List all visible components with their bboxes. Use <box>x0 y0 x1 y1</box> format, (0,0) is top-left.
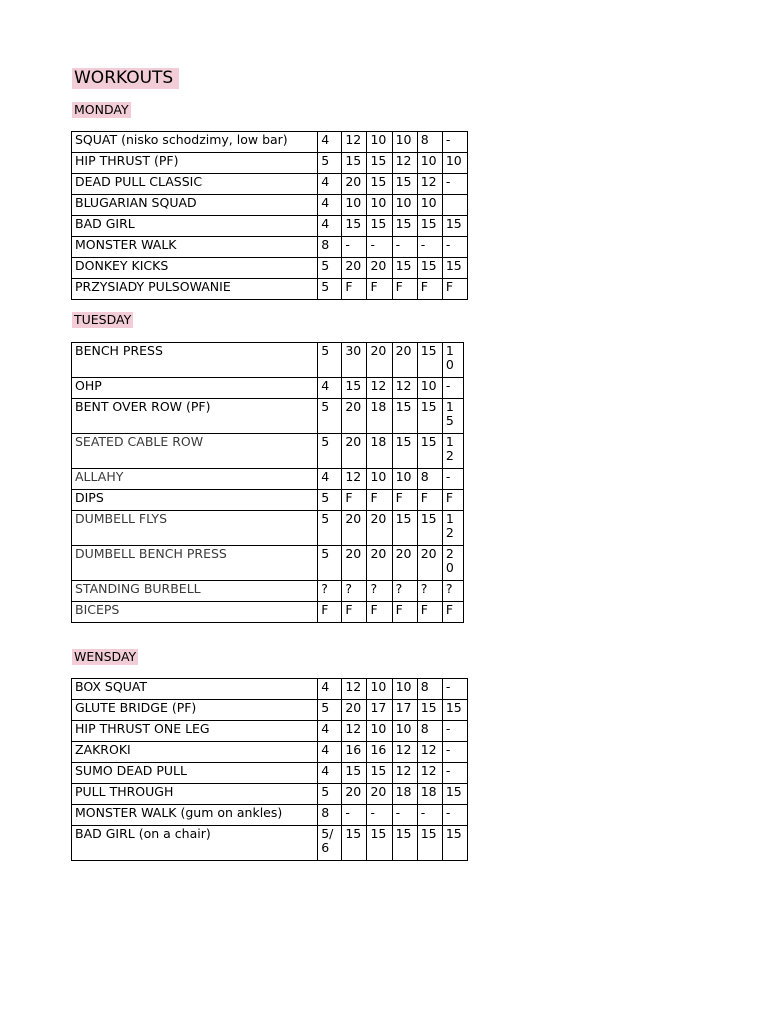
exercise-name: BOX SQUAT <box>72 679 318 700</box>
reps-cell: 17 <box>367 700 392 721</box>
reps-cell: 15 <box>417 258 442 279</box>
reps-cell: 20 <box>367 343 392 378</box>
day-heading-tuesday: TUESDAY <box>74 312 132 327</box>
reps-cell: - <box>442 378 463 399</box>
table-row <box>72 132 468 153</box>
reps-cell: - <box>417 237 442 258</box>
reps-cell: 17 <box>392 700 417 721</box>
sets-cell: 5 <box>318 546 342 581</box>
workout-table-wensday <box>71 678 468 861</box>
table-row <box>72 784 468 805</box>
reps-cell: 15 <box>442 784 467 805</box>
page-title: WORKOUTS <box>72 68 179 89</box>
workout-table-monday <box>71 131 468 300</box>
reps-cell: 15 <box>392 174 417 195</box>
sets-cell: F <box>318 602 342 623</box>
exercise-name: OHP <box>72 378 318 399</box>
reps-cell: 20 <box>342 434 367 469</box>
table-row <box>72 679 468 700</box>
reps-cell: 10 <box>417 378 442 399</box>
reps-cell: 10 <box>417 153 442 174</box>
sets-cell: 4 <box>318 742 342 763</box>
reps-cell: 12 <box>417 174 442 195</box>
reps-cell: 15 <box>417 399 442 434</box>
table-row <box>72 153 468 174</box>
reps-cell: 15 <box>367 763 392 784</box>
reps-cell: 12 <box>342 469 367 490</box>
reps-cell: 15 <box>367 216 392 237</box>
tuesday-rows <box>72 343 464 623</box>
reps-cell: 15 <box>367 153 392 174</box>
day-heading-monday: MONDAY <box>74 102 129 117</box>
sets-cell: 5 <box>318 784 342 805</box>
reps-cell: 15 <box>342 378 367 399</box>
reps-cell: - <box>417 805 442 826</box>
sets-cell: 4 <box>318 174 342 195</box>
reps-cell: 10 <box>392 195 417 216</box>
reps-cell: ? <box>442 581 463 602</box>
table-row <box>72 216 468 237</box>
sets-cell: 4 <box>318 216 342 237</box>
reps-cell: 10 <box>367 195 392 216</box>
reps-cell: - <box>442 763 467 784</box>
reps-cell: 10 <box>442 343 463 378</box>
reps-cell: - <box>442 174 467 195</box>
reps-cell: 15 <box>392 826 417 861</box>
reps-cell: F <box>417 490 442 511</box>
reps-cell: F <box>342 602 367 623</box>
exercise-name: BLUGARIAN SQUAD <box>72 195 318 216</box>
reps-cell: 15 <box>442 258 467 279</box>
reps-cell: 20 <box>417 546 442 581</box>
reps-cell: 20 <box>367 511 392 546</box>
sets-cell: 5 <box>318 511 342 546</box>
exercise-name: BICEPS <box>72 602 318 623</box>
reps-cell: 15 <box>417 826 442 861</box>
reps-cell: 30 <box>342 343 367 378</box>
reps-cell: 18 <box>417 784 442 805</box>
sets-cell: ? <box>318 581 342 602</box>
reps-cell: 15 <box>392 434 417 469</box>
reps-cell: 12 <box>417 763 442 784</box>
reps-cell: 10 <box>417 195 442 216</box>
workout-table-tuesday <box>71 342 464 623</box>
reps-cell: ? <box>392 581 417 602</box>
reps-cell: 15 <box>342 153 367 174</box>
reps-cell <box>442 195 467 216</box>
exercise-name: PULL THROUGH <box>72 784 318 805</box>
reps-cell: 15 <box>442 399 463 434</box>
exercise-name: DUMBELL FLYS <box>72 511 318 546</box>
reps-cell: F <box>392 602 417 623</box>
table-row <box>72 511 464 546</box>
sets-cell: 5/6 <box>318 826 342 861</box>
reps-cell: - <box>442 721 467 742</box>
exercise-name: SEATED CABLE ROW <box>72 434 318 469</box>
exercise-name: MONSTER WALK (gum on ankles) <box>72 805 318 826</box>
reps-cell: 15 <box>367 826 392 861</box>
reps-cell: F <box>342 490 367 511</box>
reps-cell: 15 <box>342 216 367 237</box>
table-row <box>72 602 464 623</box>
reps-cell: 10 <box>367 721 392 742</box>
sets-cell: 5 <box>318 279 342 300</box>
sets-cell: 5 <box>318 258 342 279</box>
reps-cell: 15 <box>417 343 442 378</box>
table-row <box>72 434 464 469</box>
reps-cell: - <box>442 679 467 700</box>
sets-cell: 8 <box>318 237 342 258</box>
reps-cell: 10 <box>367 469 392 490</box>
table-row <box>72 237 468 258</box>
sets-cell: 4 <box>318 721 342 742</box>
sets-cell: 5 <box>318 700 342 721</box>
table-row <box>72 378 464 399</box>
reps-cell: 8 <box>417 679 442 700</box>
reps-cell: 12 <box>442 434 463 469</box>
reps-cell: 8 <box>417 132 442 153</box>
exercise-name: DUMBELL BENCH PRESS <box>72 546 318 581</box>
reps-cell: 12 <box>392 763 417 784</box>
reps-cell: 15 <box>392 399 417 434</box>
reps-cell: - <box>342 237 367 258</box>
reps-cell: F <box>367 279 392 300</box>
reps-cell: 10 <box>342 195 367 216</box>
table-row <box>72 258 468 279</box>
sets-cell: 4 <box>318 378 342 399</box>
reps-cell: ? <box>342 581 367 602</box>
table-row <box>72 742 468 763</box>
reps-cell: 16 <box>342 742 367 763</box>
reps-cell: 12 <box>417 742 442 763</box>
reps-cell: - <box>367 805 392 826</box>
reps-cell: F <box>442 602 463 623</box>
reps-cell: ? <box>417 581 442 602</box>
reps-cell: 18 <box>367 399 392 434</box>
exercise-name: DEAD PULL CLASSIC <box>72 174 318 195</box>
reps-cell: 12 <box>392 742 417 763</box>
sets-cell: 4 <box>318 679 342 700</box>
table-row <box>72 469 464 490</box>
exercise-name: GLUTE BRIDGE (PF) <box>72 700 318 721</box>
table-row <box>72 343 464 378</box>
exercise-name: ZAKROKI <box>72 742 318 763</box>
reps-cell: - <box>442 132 467 153</box>
wensday-rows <box>72 679 468 861</box>
reps-cell: - <box>367 237 392 258</box>
reps-cell: 10 <box>367 679 392 700</box>
reps-cell: 10 <box>392 469 417 490</box>
reps-cell: F <box>442 490 463 511</box>
reps-cell: - <box>392 805 417 826</box>
reps-cell: F <box>442 279 467 300</box>
exercise-name: DONKEY KICKS <box>72 258 318 279</box>
table-row <box>72 174 468 195</box>
reps-cell: 18 <box>367 434 392 469</box>
exercise-name: BENT OVER ROW (PF) <box>72 399 318 434</box>
table-row <box>72 581 464 602</box>
reps-cell: 15 <box>342 763 367 784</box>
reps-cell: 20 <box>342 511 367 546</box>
exercise-name: BAD GIRL (on a chair) <box>72 826 318 861</box>
table-row <box>72 546 464 581</box>
exercise-name: SQUAT (nisko schodzimy, low bar) <box>72 132 318 153</box>
table-row <box>72 826 468 861</box>
reps-cell: 20 <box>342 258 367 279</box>
sets-cell: 5 <box>318 343 342 378</box>
reps-cell: 15 <box>417 511 442 546</box>
exercise-name: PRZYSIADY PULSOWANIE <box>72 279 318 300</box>
reps-cell: 15 <box>342 826 367 861</box>
reps-cell: 15 <box>442 700 467 721</box>
reps-cell: 15 <box>417 700 442 721</box>
table-row <box>72 700 468 721</box>
table-row <box>72 805 468 826</box>
table-row <box>72 279 468 300</box>
reps-cell: 8 <box>417 721 442 742</box>
sets-cell: 8 <box>318 805 342 826</box>
reps-cell: 20 <box>367 784 392 805</box>
table-row <box>72 721 468 742</box>
reps-cell: - <box>442 237 467 258</box>
reps-cell: 12 <box>342 132 367 153</box>
reps-cell: ? <box>367 581 392 602</box>
reps-cell: 20 <box>367 258 392 279</box>
exercise-name: BENCH PRESS <box>72 343 318 378</box>
day-heading-wensday: WENSDAY <box>74 649 137 664</box>
reps-cell: 15 <box>442 826 467 861</box>
reps-cell: - <box>342 805 367 826</box>
reps-cell: 10 <box>392 721 417 742</box>
table-row <box>72 490 464 511</box>
exercise-name: ALLAHY <box>72 469 318 490</box>
sets-cell: 5 <box>318 153 342 174</box>
reps-cell: - <box>442 805 467 826</box>
table-row <box>72 399 464 434</box>
monday-rows <box>72 132 468 300</box>
reps-cell: 20 <box>342 546 367 581</box>
sets-cell: 5 <box>318 399 342 434</box>
reps-cell: 15 <box>367 174 392 195</box>
reps-cell: 15 <box>417 216 442 237</box>
exercise-name: BAD GIRL <box>72 216 318 237</box>
reps-cell: 12 <box>342 679 367 700</box>
reps-cell: F <box>367 602 392 623</box>
reps-cell: 15 <box>417 434 442 469</box>
reps-cell: F <box>392 279 417 300</box>
reps-cell: 18 <box>392 784 417 805</box>
reps-cell: 20 <box>392 343 417 378</box>
exercise-name: HIP THRUST ONE LEG <box>72 721 318 742</box>
reps-cell: 8 <box>417 469 442 490</box>
sets-cell: 4 <box>318 132 342 153</box>
reps-cell: 10 <box>392 132 417 153</box>
reps-cell: 15 <box>392 258 417 279</box>
reps-cell: - <box>442 469 463 490</box>
exercise-name: DIPS <box>72 490 318 511</box>
reps-cell: 20 <box>442 546 463 581</box>
reps-cell: 20 <box>342 399 367 434</box>
exercise-name: SUMO DEAD PULL <box>72 763 318 784</box>
reps-cell: 20 <box>342 700 367 721</box>
sets-cell: 4 <box>318 469 342 490</box>
reps-cell: 15 <box>392 511 417 546</box>
table-row <box>72 195 468 216</box>
reps-cell: 15 <box>442 216 467 237</box>
reps-cell: 15 <box>392 216 417 237</box>
reps-cell: 12 <box>392 378 417 399</box>
reps-cell: F <box>417 602 442 623</box>
exercise-name: MONSTER WALK <box>72 237 318 258</box>
reps-cell: F <box>392 490 417 511</box>
reps-cell: 20 <box>342 174 367 195</box>
exercise-name: STANDING BURBELL <box>72 581 318 602</box>
reps-cell: 12 <box>392 153 417 174</box>
sets-cell: 4 <box>318 763 342 784</box>
reps-cell: 10 <box>442 153 467 174</box>
reps-cell: 20 <box>342 784 367 805</box>
reps-cell: 12 <box>367 378 392 399</box>
reps-cell: - <box>392 237 417 258</box>
table-row <box>72 763 468 784</box>
reps-cell: 20 <box>392 546 417 581</box>
reps-cell: 10 <box>392 679 417 700</box>
reps-cell: - <box>442 742 467 763</box>
sets-cell: 5 <box>318 490 342 511</box>
reps-cell: 12 <box>442 511 463 546</box>
sets-cell: 5 <box>318 434 342 469</box>
reps-cell: 16 <box>367 742 392 763</box>
sets-cell: 4 <box>318 195 342 216</box>
exercise-name: HIP THRUST (PF) <box>72 153 318 174</box>
reps-cell: 12 <box>342 721 367 742</box>
reps-cell: F <box>342 279 367 300</box>
reps-cell: F <box>367 490 392 511</box>
reps-cell: F <box>417 279 442 300</box>
reps-cell: 20 <box>367 546 392 581</box>
reps-cell: 10 <box>367 132 392 153</box>
